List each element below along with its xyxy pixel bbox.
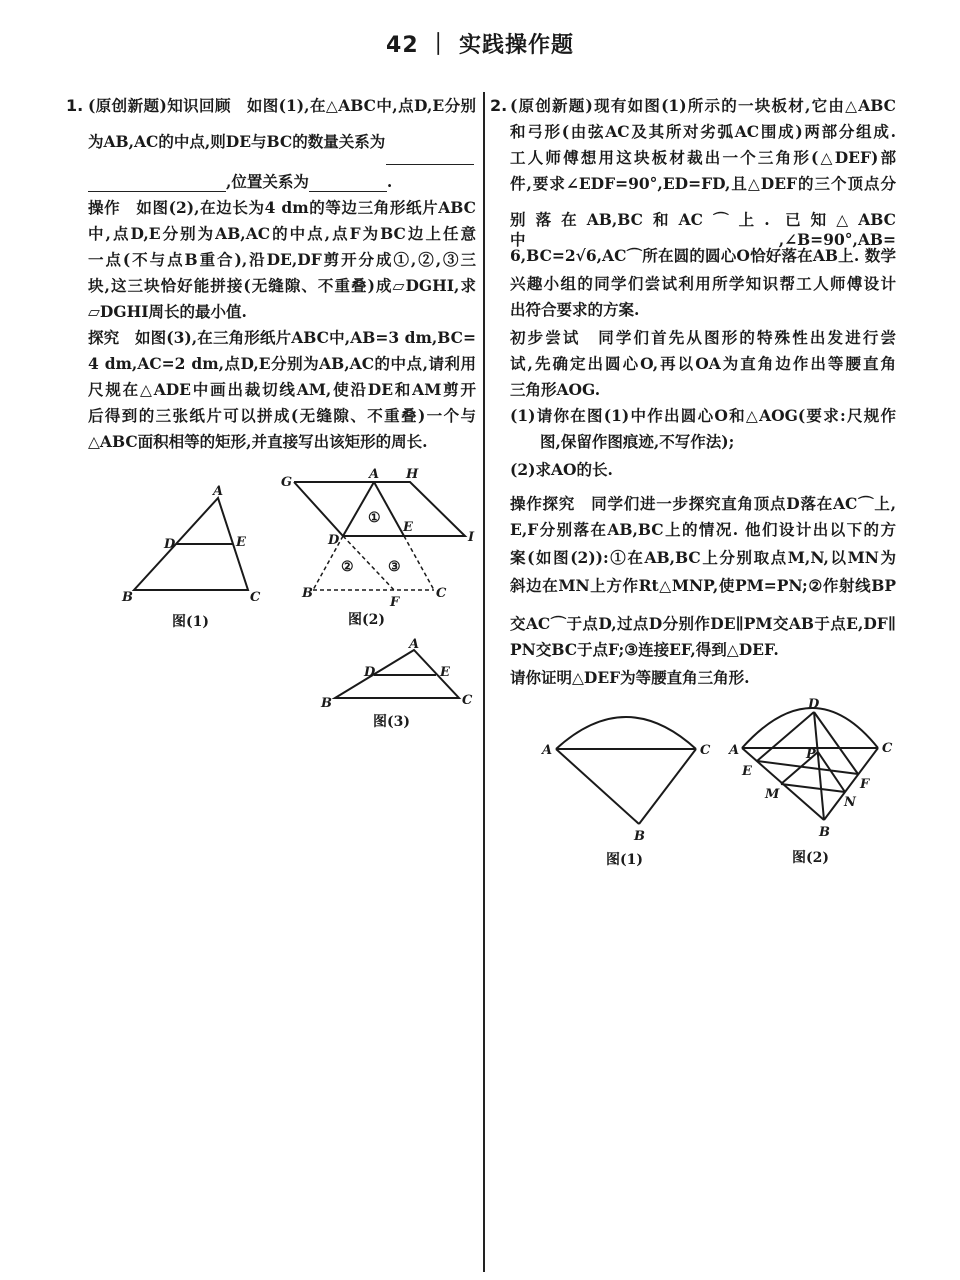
q2-line: (2)求AO的长. bbox=[510, 460, 613, 479]
label-a: A bbox=[409, 637, 420, 652]
label-c: C bbox=[250, 590, 261, 605]
q1-line: 操作 如图(2),在边长为4 dm的等边三角形纸片ABC bbox=[88, 198, 476, 217]
q1-line: △ABC面积相等的矩形,并直接写出该矩形的周长. bbox=[88, 432, 428, 451]
q2-number: 2. bbox=[490, 96, 508, 115]
q2-line: 和弓形(由弦AC及其所对劣弧AC围成)两部分组成. bbox=[510, 122, 896, 141]
label-c: C bbox=[462, 693, 473, 708]
q2-line: 6,BC=2√6,AC⌒所在圆的圆心O恰好落在AB上. 数学 bbox=[510, 246, 896, 265]
q2-line: 操作探究 同学们进一步探究直角顶点D落在AC⌒上, bbox=[510, 494, 896, 513]
q1-number: 1. bbox=[66, 96, 84, 115]
period: . bbox=[386, 172, 393, 191]
caption: 图(1) bbox=[172, 614, 209, 630]
label-f: F bbox=[860, 777, 870, 792]
q1-line: 一点(不与点B重合),沿DE,DF剪开分成①,②,③三 bbox=[88, 250, 476, 269]
label-g: G bbox=[281, 475, 293, 490]
piece-3: ③ bbox=[388, 559, 401, 575]
caption: 图(3) bbox=[373, 714, 410, 730]
label-a: A bbox=[729, 743, 740, 758]
q2-line: 试,先确定出圆心O,再以OA为直角边作出等腰直角 bbox=[510, 354, 896, 373]
label-d: D bbox=[328, 533, 340, 548]
caption: 图(1) bbox=[606, 852, 643, 868]
q2-line: 工人师傅想用这块板材裁出一个三角形(△DEF)部 bbox=[510, 148, 896, 167]
piece-2: ② bbox=[341, 559, 354, 575]
q1-line: ▱DGHI周长的最小值. bbox=[88, 302, 247, 321]
label-b: B bbox=[302, 586, 313, 601]
q1-line: (原创新题)知识回顾 如图(1),在△ABC中,点D,E分别 bbox=[88, 96, 476, 115]
ray-bd bbox=[814, 712, 824, 820]
page-title: 42 ｜ 实践操作题 bbox=[386, 33, 574, 58]
q2-line: 请你证明△DEF为等腰直角三角形. bbox=[510, 668, 750, 687]
q1-line: 块,这三块恰好能拼接(无缝隙、不重叠)成▱DGHI,求 bbox=[88, 276, 476, 295]
q2-line: 别落在AB,BC和AC⌒上. 已知△ABC中,∠B=90°,AB= bbox=[510, 210, 896, 249]
label-d: D bbox=[808, 697, 820, 712]
piece-1: ① bbox=[368, 510, 381, 526]
label-e: E bbox=[236, 535, 246, 550]
label-a: A bbox=[542, 743, 553, 758]
q2-line: 三角形AOG. bbox=[510, 380, 601, 399]
segment-ef bbox=[757, 761, 858, 774]
label-p: P bbox=[806, 747, 816, 762]
q2-line: 出符合要求的方案. bbox=[510, 300, 640, 319]
label-m: M bbox=[765, 787, 780, 802]
q2-line: 案(如图(2)):①在AB,BC上分别取点M,N,以MN为 bbox=[510, 548, 896, 567]
q1-line: 为AB,AC的中点,则DE与BC的数量关系为 bbox=[88, 132, 386, 151]
label-c: C bbox=[700, 743, 711, 758]
caption: 图(2) bbox=[348, 612, 385, 628]
label-e: E bbox=[403, 520, 413, 535]
q2-line: 交AC⌒于点D,过点D分别作DE∥PM交AB于点E,DF∥ bbox=[510, 614, 896, 633]
label-b: B bbox=[122, 590, 133, 605]
q1-line: 后得到的三张纸片可以拼成(无缝隙、不重叠)一个与 bbox=[88, 406, 476, 425]
label-c: C bbox=[882, 741, 893, 756]
label-n: N bbox=[844, 795, 856, 810]
label-i: I bbox=[468, 530, 475, 545]
label-h: H bbox=[406, 467, 419, 482]
q2-line: 斜边在MN上方作Rt△MNP,使PM=PN;②作射线BP bbox=[510, 576, 896, 595]
q1-line: 4 dm,AC=2 dm,点D,E分别为AB,AC的中点,请利用 bbox=[88, 354, 476, 373]
arc-ac bbox=[742, 708, 878, 748]
q2-line: 图,保留作图痕迹,不写作法); bbox=[540, 432, 735, 451]
label-b: B bbox=[634, 829, 645, 844]
q2-line: 兴趣小组的同学们尝试利用所学知识帮工人师傅设计 bbox=[510, 274, 896, 293]
q2-line: (1)请你在图(1)中作出圆心O和△AOG(要求:尺规作 bbox=[510, 406, 896, 425]
q1-line: ,位置关系为 bbox=[226, 172, 309, 191]
q2-line: 初步尝试 同学们首先从图形的特殊性出发进行尝 bbox=[510, 328, 896, 347]
label-d: D bbox=[364, 665, 376, 680]
q2-line: E,F分别落在AB,BC上的情况. 他们设计出以下的方 bbox=[510, 520, 896, 539]
label-b: B bbox=[819, 825, 830, 840]
label-a: A bbox=[213, 484, 224, 499]
label-c: C bbox=[436, 586, 447, 601]
label-a: A bbox=[369, 467, 380, 482]
q1-line: 探究 如图(3),在三角形纸片ABC中,AB=3 dm,BC= bbox=[88, 328, 476, 347]
q1-line: 尺规在△ADE中画出裁切线AM,使沿DE和AM剪开 bbox=[88, 380, 476, 399]
label-e: E bbox=[440, 665, 450, 680]
q2-line: 件,要求∠EDF=90°,ED=FD,且△DEF的三个顶点分 bbox=[510, 174, 896, 193]
label-b: B bbox=[321, 696, 332, 711]
label-e: E bbox=[742, 764, 752, 779]
q2-line: PN交BC于点F;③连接EF,得到△DEF. bbox=[510, 640, 779, 659]
q1-line: 中,点D,E分别为AB,AC的中点,点F为BC边上任意 bbox=[88, 224, 476, 243]
q2-line: (原创新题)现有如图(1)所示的一块板材,它由△ABC bbox=[510, 96, 896, 115]
caption: 图(2) bbox=[792, 850, 829, 866]
label-d: D bbox=[164, 537, 176, 552]
label-f: F bbox=[390, 595, 400, 610]
